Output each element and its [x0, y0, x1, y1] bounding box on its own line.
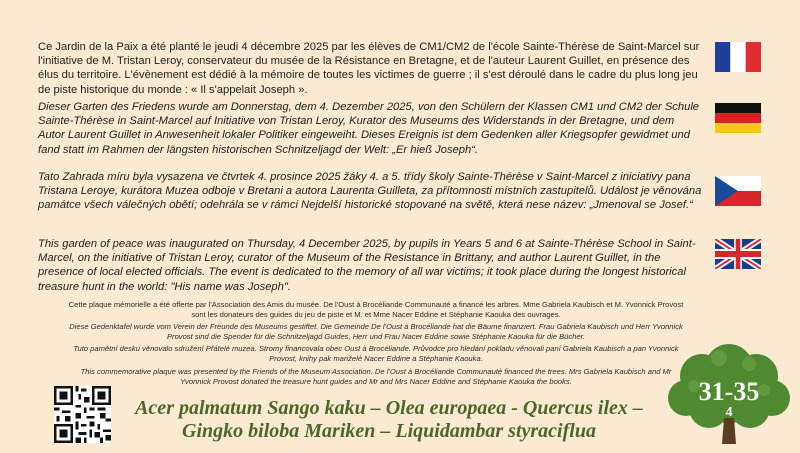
species-line-2: Gingko biloba Mariken – Liquidambar styraciflua: [182, 420, 596, 442]
tree-badge-count: 4: [725, 405, 733, 420]
paragraph-czech: Tato Zahrada míru byla vysazena ve čtvrtek 4. prosince 2025 žáky 4. a 5. třídy školy Sainte-Thérèse v Saint-Marcel z iniciativy pana Tristana Leroye, kurátora Muzea odboje v Bretani a autora Laurenta Guilleta, za přítomnosti místních zastupitelů. Událost je věnována památce všech válečných obětí; odehrála se v rámci Nejdelší historické stopované na světě, která nese název: „Jmenoval se Josef.“: [38, 171, 702, 212]
qr-code-icon[interactable]: [54, 386, 111, 443]
flag-czech-icon: [715, 176, 761, 206]
species-line-1: Acer palmatum Sango kaku – Olea europaea - Quercus ilex –: [135, 397, 643, 419]
tree-badge-range: 31-35: [698, 377, 760, 406]
credit-french: Cette plaque mémorielle a été offerte par l'Association des Amis du musée. De l'Oust à Brocéliande Communauté a financé les arbres. Mme Gabriela Kaubisch et M. Yvonnick Provost sont les donateurs des guides du jeu de piste et M. et Mme Nacer Eddine et Stéphanie Kaouka des ouvrages.: [68, 300, 684, 319]
flag-uk-icon: [715, 239, 761, 269]
paragraph-english: This garden of peace was inaugurated on Thursday, 4 December 2025, by pupils in Years 5 and 6 at Sainte-Thérèse School in Saint-Marcel, on the initiative of Tristan Leroy, curator of the Museum of the Resistance in Brittany, and author Laurent Guillet, in the presence of local elected officials. The event is dedicated to the memory of all war victims; it took place during the longest historical treasure hunt in the world: "His name was Joseph".: [38, 238, 696, 293]
tree-species-list: [118, 397, 660, 443]
credit-english: This commemorative plaque was presented by the Friends of the Museum Association. De l'Oust à Brocéliande Communauté financed the trees. Mrs Gabriela Kaubisch and Mr Yvonnick Provost donated the treasure hunt guides and Mr and Mrs Nacer Eddine and Stéphanie Kaouka the books.: [80, 367, 672, 386]
flag-germany-icon: [715, 103, 761, 133]
credit-czech: Tuto pamětní desku věnovalo sdružení Přátelé muzea. Stromy financovala obec Oust à Brocéliande. Průvodce pro hledání pokladu věnovali paní Gabriela Kaubisch a pan Yvonnick Provost, knihy pak manželé Nacer Eddine a Stéphanie Kaouka.: [73, 344, 679, 363]
credit-german: Diese Gedenktafel wurde vom Verein der Freunde des Museums gestiftet. Die Gemeinde De l'Oust à Brocéliande hat die Bäume finanziert. Frau Gabriela Kaubisch und Herr Yvonnick Provost sind die Spender für die Schnitzeljagd Guides, Herr und Frau Nacer Eddine sowie Stéphanie Kaouka für die Bücher.: [69, 322, 683, 341]
paragraph-german: Dieser Garten des Friedens wurde am Donnerstag, dem 4. Dezember 2025, von den Schülern der Klassen CM1 und CM2 der Schule Sainte-Thérèse in Saint-Marcel auf Initiative von Tristan Leroy, Kurator des Museums des Widerstands in der Bretagne, und dem Autor Laurent Guillet in Anwesenheit lokaler Politiker eingeweiht. Dieses Ereignis ist dem Gedenken aller Kriegsopfer gewidmet und fand statt im Rahmen der längsten historischen Schnitzeljagd der Welt: „Er hieß Joseph“.: [38, 101, 700, 156]
paragraph-french: Ce Jardin de la Paix a été planté le jeudi 4 décembre 2025 par les élèves de CM1/CM2 de l'école Sainte-Thérèse de Saint-Marcel sur l'initiative de M. Tristan Leroy, conservateur du musée de la Résistance en Bretagne, et de l'auteur Laurent Guillet, en présence des élus du territoire. L'évènement est dédié à la mémoire de toutes les victimes de guerre ; il s'est déroulé dans le cadre du plus long jeu de piste historique du monde : « Il s'appelait Joseph ».: [38, 41, 700, 96]
tree-icon: [664, 338, 794, 446]
flag-france-icon: [715, 42, 761, 72]
